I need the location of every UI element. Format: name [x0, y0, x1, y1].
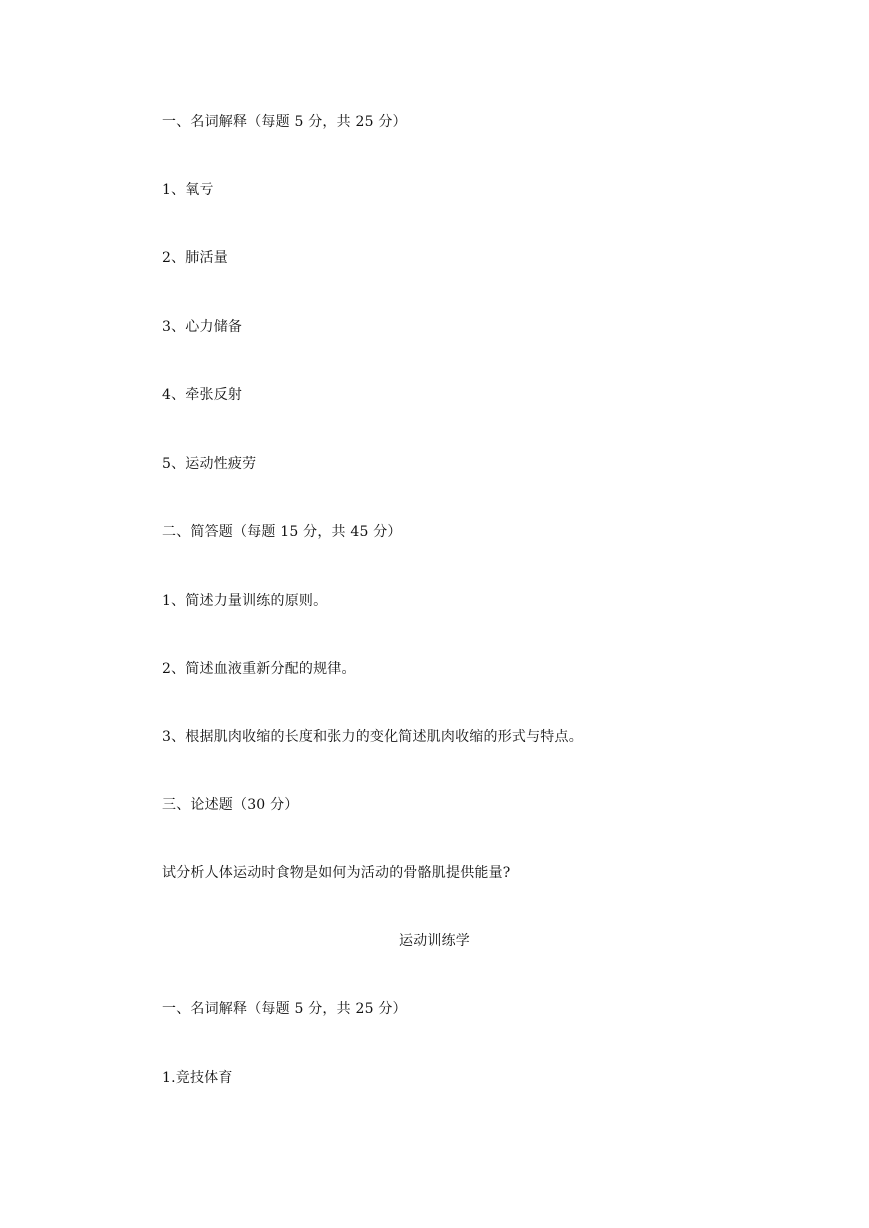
part-title: 运动训练学	[399, 933, 470, 949]
term-item: 2、肺活量	[162, 250, 228, 266]
term-item: 1.竞技体育	[162, 1070, 233, 1086]
question-item: 1、简述力量训练的原则。	[162, 593, 328, 609]
section-heading: 一、名词解释（每题 5 分，共 25 分）	[162, 1001, 407, 1017]
term-item: 5、运动性疲劳	[162, 456, 257, 472]
term-item: 3、心力储备	[162, 319, 243, 335]
essay-question: 试分析人体运动时食物是如何为活动的骨骼肌提供能量?	[162, 865, 511, 881]
question-item: 3、根据肌肉收缩的长度和张力的变化简述肌肉收缩的形式与特点。	[162, 729, 583, 745]
section-heading: 二、简答题（每题 15 分，共 45 分）	[162, 524, 402, 540]
term-item: 1、氧亏	[162, 182, 214, 198]
section-heading: 一、名词解释（每题 5 分，共 25 分）	[162, 114, 407, 130]
section-heading: 三、论述题（30 分）	[162, 797, 299, 813]
question-item: 2、简述血液重新分配的规律。	[162, 661, 356, 677]
term-item: 4、牵张反射	[162, 387, 243, 403]
